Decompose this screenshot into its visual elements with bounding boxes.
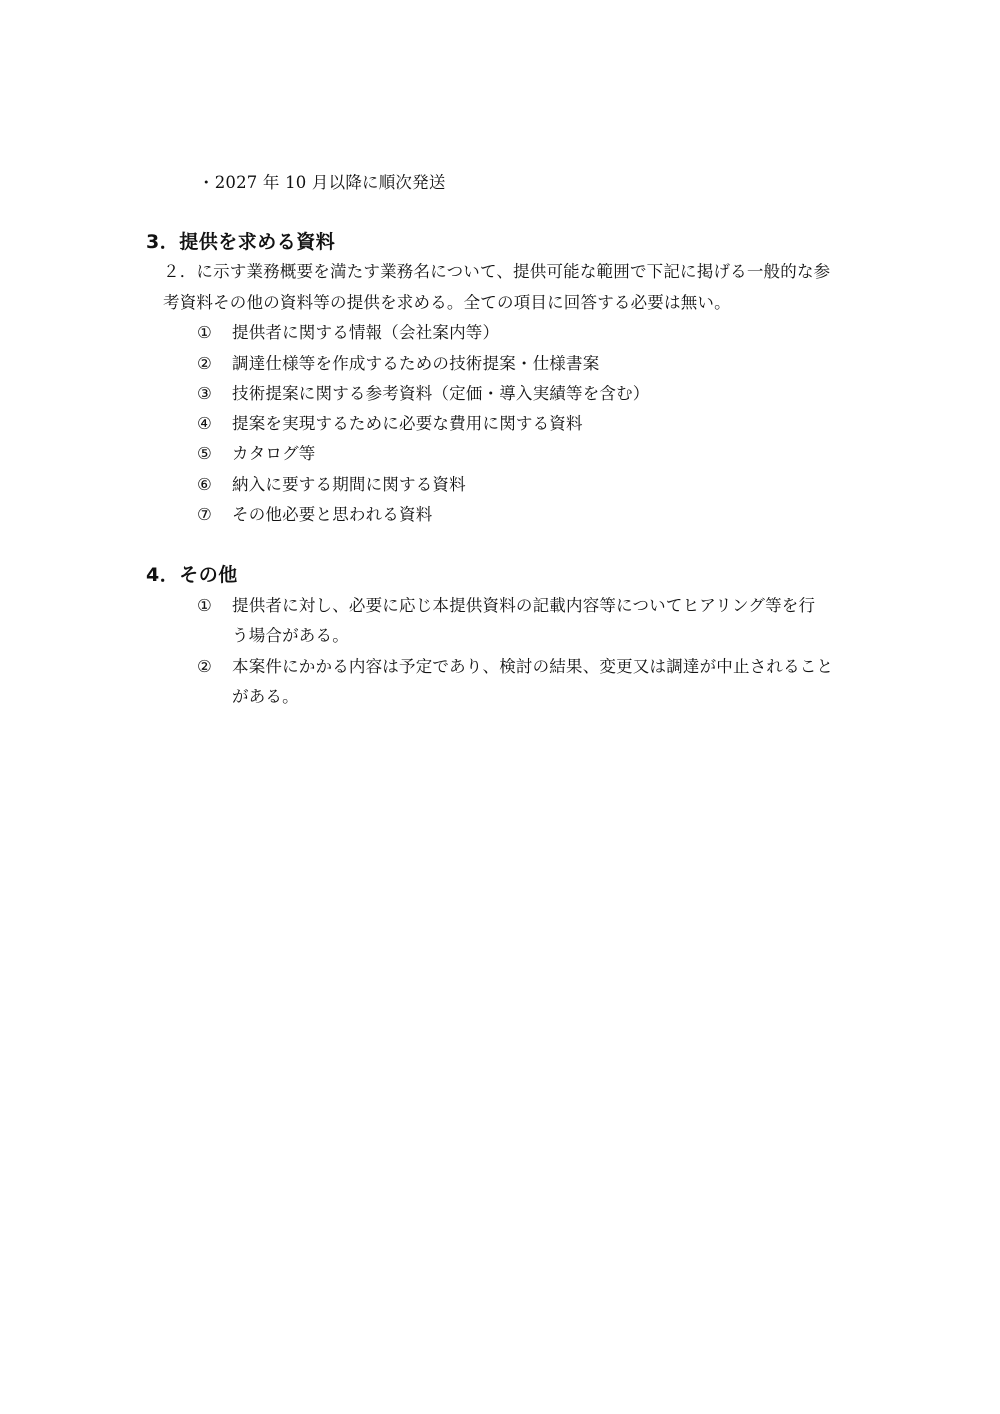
section-4-heading: 4．その他	[146, 564, 238, 586]
list-item-number: ⑥	[197, 475, 212, 494]
list-item: 調達仕様等を作成するための技術提案・仕様書案	[232, 354, 600, 373]
list-item-number: ③	[197, 384, 212, 403]
shipping-bullet: ・2027 年 10 月以降に順次発送	[198, 173, 446, 192]
section-3-heading: 3．提供を求める資料	[146, 231, 336, 253]
list-item: カタログ等	[232, 444, 316, 463]
list-item-number: ⑦	[197, 505, 212, 524]
list-item-line-2: がある。	[232, 687, 299, 706]
list-item-number: ①	[197, 323, 212, 342]
list-item-line-2: う場合がある。	[232, 626, 349, 645]
list-item: その他必要と思われる資料	[232, 505, 433, 524]
section-3-intro-line-2: 考資料その他の資料等の提供を求める。全ての項目に回答する必要は無い。	[163, 293, 731, 312]
list-item: 技術提案に関する参考資料（定価・導入実績等を含む）	[232, 384, 650, 403]
list-item: 提案を実現するために必要な費用に関する資料	[232, 414, 583, 433]
list-item-line-1: 本案件にかかる内容は予定であり、検討の結果、変更又は調達が中止されること	[232, 657, 834, 676]
list-item: 提供者に関する情報（会社案内等）	[232, 323, 500, 342]
list-item-number: ②	[197, 657, 212, 676]
section-3-intro-line-1: ２．に示す業務概要を満たす業務名について、提供可能な範囲で下記に掲げる一般的な参	[163, 262, 831, 281]
list-item-number: ①	[197, 596, 212, 615]
list-item-number: ②	[197, 354, 212, 373]
list-item: 納入に要する期間に関する資料	[232, 475, 466, 494]
list-item-number: ④	[197, 414, 212, 433]
list-item-line-1: 提供者に対し、必要に応じ本提供資料の記載内容等についてヒアリング等を行	[232, 596, 816, 615]
list-item-number: ⑤	[197, 444, 212, 463]
